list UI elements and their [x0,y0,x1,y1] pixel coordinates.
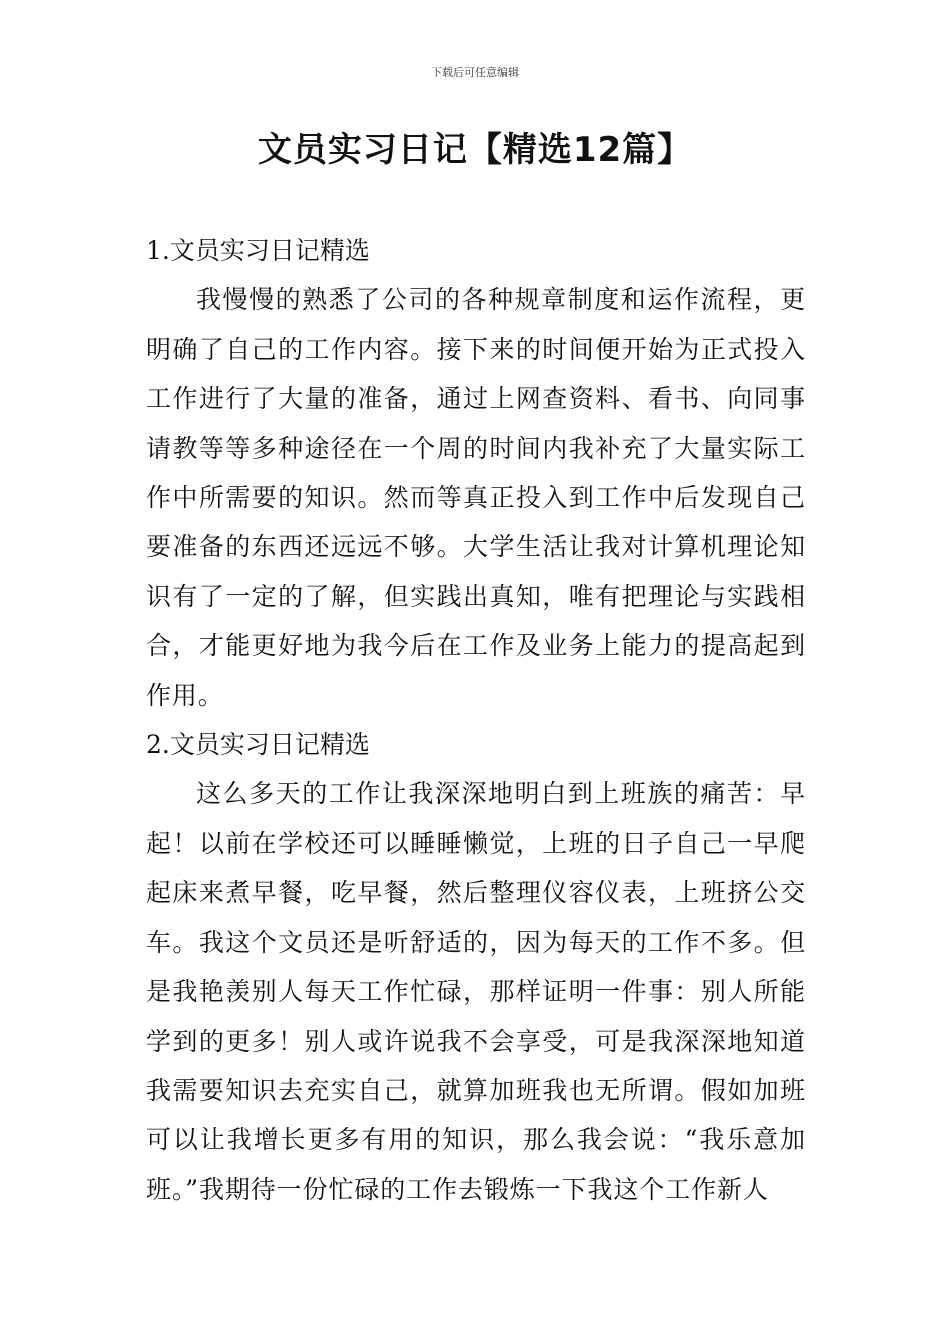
document-body [146,226,806,1214]
section-paragraph: 我慢慢的熟悉了公司的各种规章制度和运作流程，更明确了自己的工作内容。接下来的时间便开始为正式投入工作进行了大量的准备，通过上网查资料、看书、向同事请教等等多种途径在一个周的时间内我补充了大量实际工作中所需要的知识。然而等真正投入到工作中后发现自己要准备的东西还远远不够。大学生活让我对计算机理论知识有了一定的了解，但实践出真知，唯有把理论与实践相合，才能更好地为我今后在工作及业务上能力的提高起到作用。 [146,285,806,710]
section-2 [146,720,806,1214]
document-title: 文员实习日记【精选12篇】 [257,130,693,170]
section-paragraph: 这么多天的工作让我深深地明白到上班族的痛苦：早起！以前在学校还可以睡睡懒觉，上班的日子自己一早爬起床来煮早餐，吃早餐，然后整理仪容仪表，上班挤公交车。我这个文员还是听舒适的，因为每天的工作不多。但是我艳羡别人每天工作忙碌，那样证明一件事：别人所能学到的更多！别人或许说我不会享受，可是我深深地知道我需要知识去充实自己，就算加班我也无所谓。假如加班可以让我增长更多有用的知识，那么我会说：“我乐意加班。”我期待一份忙碌的工作去锻炼一下我这个工作新人 [146,779,806,1204]
section-1 [146,226,806,720]
section-heading: 1.文员实习日记精选 [146,236,370,265]
header-note: 下载后可任意编辑 [431,66,519,79]
section-heading: 2.文员实习日记精选 [146,730,370,760]
